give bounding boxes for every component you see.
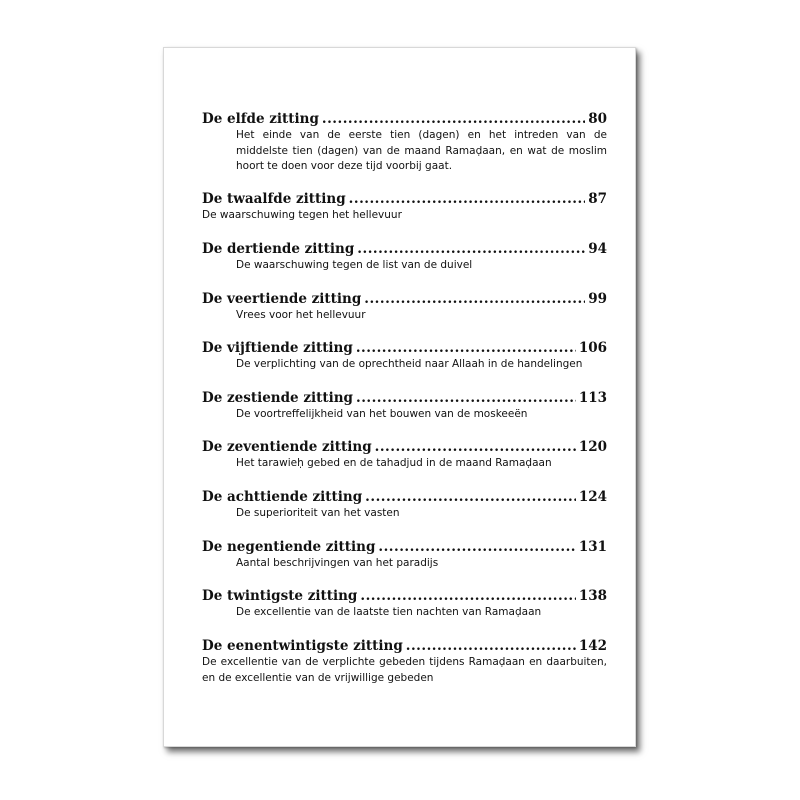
toc-entry — [202, 587, 607, 621]
entry-heading — [202, 290, 607, 308]
entry-title: De zeventiende zitting — [202, 439, 372, 455]
toc-entry — [202, 290, 607, 324]
dot-leader — [360, 587, 575, 605]
entry-heading — [202, 637, 607, 655]
entry-title: De elfde zitting — [202, 111, 319, 127]
toc-entry — [202, 538, 607, 572]
entry-title: De eenentwintigste zitting — [202, 638, 403, 654]
entry-description: De excellentie van de verplichte gebeden tijdens Ramaḍaan en daarbuiten, en de excellentie van de vrijwillige gebeden — [202, 656, 607, 684]
toc-entry — [202, 637, 607, 686]
dot-leader — [322, 110, 585, 128]
entry-title: De negentiende zitting — [202, 539, 376, 555]
toc-entry — [202, 488, 607, 522]
entry-page-number: 124 — [578, 489, 607, 505]
toc-entry — [202, 389, 607, 423]
toc-entry — [202, 339, 607, 373]
entry-description: De voortreffelijkheid van het bouwen van de moskeeën — [236, 408, 528, 420]
entry-heading — [202, 190, 607, 208]
entry-title: De veertiende zitting — [202, 291, 362, 307]
entry-page-number: 80 — [588, 111, 607, 127]
dot-leader — [406, 637, 576, 655]
entry-description: Het einde van de eerste tien (dagen) en het intreden van de middelste tien (dagen) van de maand Ramaḍaan, en wat de moslim hoort te doen voor deze tijd voorbij gaat. — [236, 129, 607, 172]
entry-description: De waarschuwing tegen het hellevuur — [202, 209, 402, 221]
entry-page-number: 94 — [588, 241, 607, 257]
entry-heading — [202, 110, 607, 128]
dot-leader — [357, 240, 585, 258]
toc-entry — [202, 110, 607, 175]
entry-description: Het tarawieḥ gebed en de tahadjud in de maand Ramaḍaan — [236, 457, 552, 469]
entry-page-number: 138 — [578, 588, 607, 604]
entry-title: De zestiende zitting — [202, 390, 353, 406]
entry-page-number: 131 — [578, 539, 607, 555]
entry-title: De twaalfde zitting — [202, 191, 346, 207]
entry-title: De vijftiende zitting — [202, 340, 353, 356]
entry-description: De waarschuwing tegen de list van de duivel — [236, 259, 473, 271]
entry-description: Vrees voor het hellevuur — [236, 309, 366, 321]
entry-heading — [202, 538, 607, 556]
entry-description: De excellentie van de laatste tien nachten van Ramaḍaan — [236, 606, 542, 618]
dot-leader — [365, 488, 576, 506]
dot-leader — [375, 438, 576, 456]
toc-entry — [202, 190, 607, 224]
entry-title: De twintigste zitting — [202, 588, 358, 604]
entry-page-number: 106 — [578, 340, 607, 356]
entry-heading — [202, 438, 607, 456]
entry-heading — [202, 240, 607, 258]
entry-page-number: 113 — [578, 390, 607, 406]
dot-leader — [364, 290, 585, 308]
dot-leader — [356, 339, 576, 357]
entry-heading — [202, 587, 607, 605]
toc-entry — [202, 438, 607, 472]
book-page — [163, 47, 636, 747]
entry-page-number: 99 — [588, 291, 607, 307]
entry-page-number: 87 — [588, 191, 607, 207]
entry-description: De superioriteit van het vasten — [236, 507, 400, 519]
entry-title: De dertiende zitting — [202, 241, 355, 257]
dot-leader — [349, 190, 586, 208]
entry-title: De achttiende zitting — [202, 489, 363, 505]
toc-entry — [202, 240, 607, 274]
entry-heading — [202, 339, 607, 357]
entry-page-number: 142 — [578, 638, 607, 654]
entry-description: Aantal beschrijvingen van het paradijs — [236, 557, 439, 569]
entry-heading — [202, 488, 607, 506]
entry-page-number: 120 — [578, 439, 607, 455]
dot-leader — [378, 538, 575, 556]
entry-description: De verplichting van de oprechtheid naar Allaah in de handelingen — [236, 358, 583, 370]
dot-leader — [356, 389, 576, 407]
entry-heading — [202, 389, 607, 407]
